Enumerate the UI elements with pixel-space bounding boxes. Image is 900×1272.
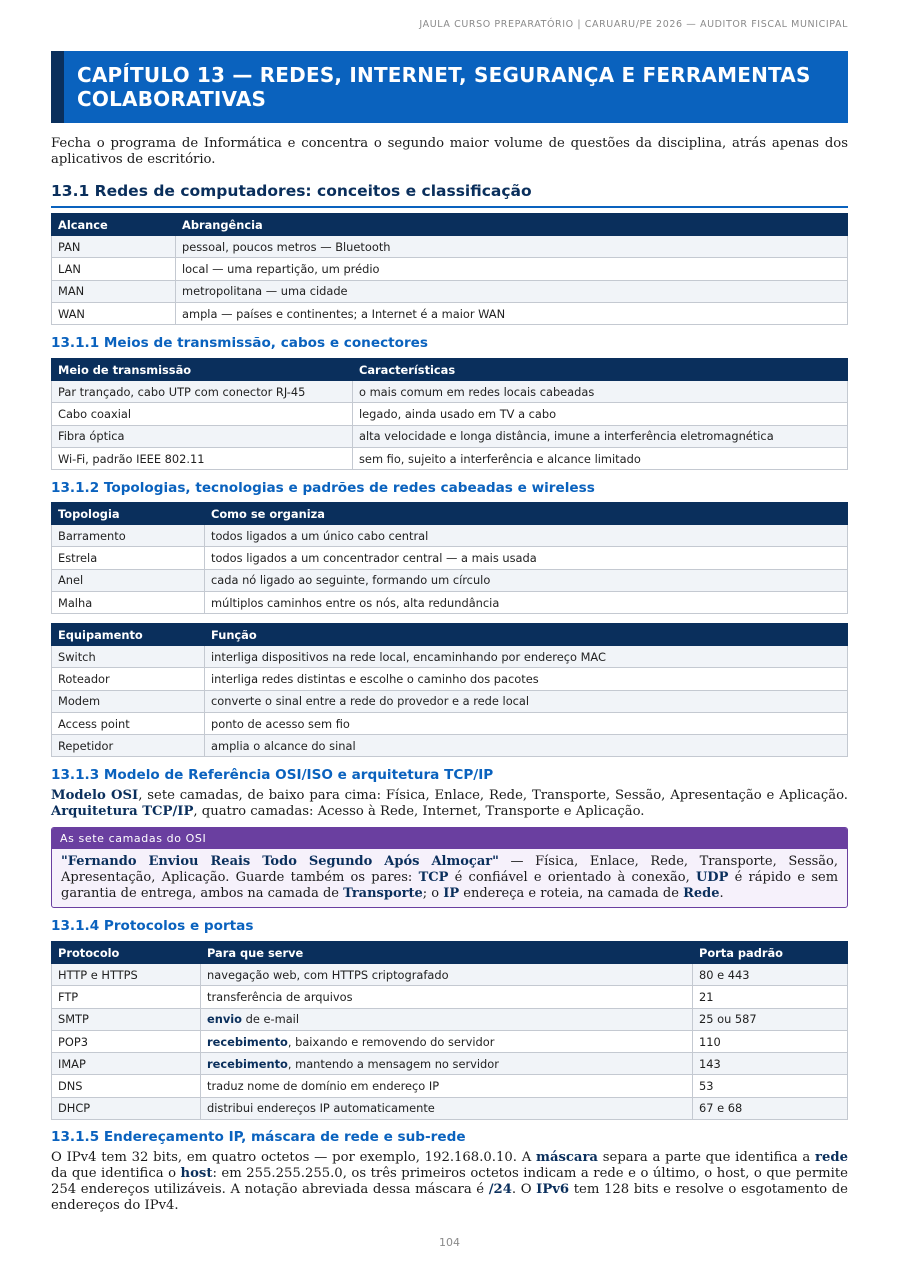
table-header-row — [52, 214, 848, 236]
port-cell: 80 e 443 — [693, 964, 848, 986]
udp-term: UDP — [695, 870, 729, 885]
description-emphasis: envio — [207, 1012, 242, 1027]
description-text: navegação web, com HTTPS criptografado — [207, 967, 449, 982]
paragraph-text: . O — [511, 1182, 537, 1197]
table-header-cell: Meio de transmissão — [52, 359, 353, 381]
table-header-cell: Como se organiza — [205, 503, 848, 525]
section-13-1-5-title: 13.1.5 Endereçamento IP, máscara de rede e sub-rede — [51, 1129, 466, 1145]
table-cell: cada nó ligado ao seguinte, formando um círculo — [205, 569, 848, 591]
table-cell: sem fio, sujeito a interferência e alcance limitado — [353, 447, 848, 469]
ip-addressing-paragraph — [51, 1150, 848, 1214]
description-text: distribui endereços IP automaticamente — [207, 1101, 435, 1116]
table-header-cell: Porta padrão — [693, 942, 848, 964]
section-13-1-2-title: 13.1.2 Topologias, tecnologias e padrões de redes cabeadas e wireless — [51, 480, 595, 496]
equipamento-table — [51, 623, 848, 757]
table-header-row — [52, 624, 848, 646]
table-row — [52, 690, 848, 712]
transporte-term: Transporte — [343, 886, 423, 901]
table-cell: PAN — [52, 236, 176, 258]
table-cell: interliga dispositivos na rede local, encaminhando por endereço MAC — [205, 646, 848, 668]
protocol-cell: DNS — [52, 1075, 201, 1097]
description-cell — [201, 986, 693, 1008]
table-cell: pessoal, poucos metros — Bluetooth — [176, 236, 848, 258]
description-cell — [201, 1008, 693, 1030]
table-cell: Cabo coaxial — [52, 403, 353, 425]
table-header-cell: Função — [205, 624, 848, 646]
table-cell: MAN — [52, 280, 176, 302]
callout-text: é confiável e orientado à conexão, — [448, 870, 696, 885]
table-cell: Switch — [52, 646, 205, 668]
table-cell: o mais comum em redes locais cabeadas — [353, 381, 848, 403]
port-cell: 53 — [693, 1075, 848, 1097]
table-row — [52, 302, 848, 324]
section-13-1-3-title: 13.1.3 Modelo de Referência OSI/ISO e arquitetura TCP/IP — [51, 767, 494, 783]
table-cell: ampla — países e continentes; a Internet é a maior WAN — [176, 302, 848, 324]
table-header-row — [52, 942, 848, 964]
table-row — [52, 280, 848, 302]
table-row — [52, 1053, 848, 1075]
table-header-cell: Características — [353, 359, 848, 381]
table-row — [52, 1030, 848, 1052]
table-row — [52, 569, 848, 591]
table-cell: Barramento — [52, 525, 205, 547]
table-row — [52, 646, 848, 668]
table-cell: Anel — [52, 569, 205, 591]
callout-text: — Física, Enlace, Rede, Transporte, Sessão, Apresentação, Aplicação. Guarde também os pares: — [61, 854, 838, 885]
table-row — [52, 735, 848, 757]
table-cell: todos ligados a um concentrador central — a mais usada — [205, 547, 848, 569]
section-13-1-1-title: 13.1.1 Meios de transmissão, cabos e conectores — [51, 335, 428, 351]
table-header-cell: Equipamento — [52, 624, 205, 646]
table-header-cell: Para que serve — [201, 942, 693, 964]
table-cell: alta velocidade e longa distância, imune a interferência eletromagnética — [353, 425, 848, 447]
table-header-row — [52, 503, 848, 525]
table-cell: Estrela — [52, 547, 205, 569]
port-cell: 21 — [693, 986, 848, 1008]
protocolos-table — [51, 941, 848, 1120]
section-13-1-title: 13.1 Redes de computadores: conceitos e classificação — [51, 182, 848, 208]
description-text: transferência de arquivos — [207, 989, 353, 1004]
mascara-term: máscara — [535, 1150, 598, 1165]
running-header: JAULA CURSO PREPARATÓRIO | CARUARU/PE 2026 — AUDITOR FISCAL MUNICIPAL — [419, 19, 848, 30]
table-row — [52, 403, 848, 425]
protocol-cell: SMTP — [52, 1008, 201, 1030]
chapter-title: CAPÍTULO 13 — REDES, INTERNET, SEGURANÇA E FERRAMENTAS COLABORATIVAS — [77, 63, 811, 111]
description-text: traduz nome de domínio em endereço IP — [207, 1079, 440, 1094]
tcpip-text: , quatro camadas: Acesso à Rede, Internet, Transporte e Aplicação. — [193, 804, 645, 819]
host-term: host — [180, 1166, 213, 1181]
ipv6-term: IPv6 — [536, 1182, 570, 1197]
callout-text: é rápido e sem garantia de entrega, ambos na camada de — [61, 870, 839, 901]
protocol-cell: DHCP — [52, 1097, 201, 1119]
table-cell: local — uma repartição, um prédio — [176, 258, 848, 280]
osi-text: , sete camadas, de baixo para cima: Física, Enlace, Rede, Transporte, Sessão, Apresentação e Aplicação. — [138, 788, 848, 803]
description-cell — [201, 1053, 693, 1075]
table-header-cell: Alcance — [52, 214, 176, 236]
description-cell — [201, 964, 693, 986]
rede-term: rede — [815, 1150, 848, 1165]
chapter-banner — [51, 51, 848, 123]
osi-tcpip-paragraph — [51, 788, 848, 820]
table-row — [52, 447, 848, 469]
paragraph-text: O IPv4 tem 32 bits, em quatro octetos — por exemplo, 192.168.0.10. A — [51, 1150, 536, 1165]
paragraph-text: : em 255.255.255.0, os três primeiros octetos indicam a rede e o último, o host, o que permite 254 endereços utilizáveis. A notação abreviada dessa máscara é — [51, 1166, 848, 1197]
protocol-cell: FTP — [52, 986, 201, 1008]
table-row — [52, 525, 848, 547]
table-cell: Repetidor — [52, 735, 205, 757]
paragraph-text: separa a parte que identifica a — [597, 1150, 816, 1165]
description-emphasis: recebimento — [207, 1034, 288, 1049]
table-cell: Malha — [52, 591, 205, 613]
ip-term: IP — [443, 886, 460, 901]
table-cell: Access point — [52, 712, 205, 734]
table-cell: WAN — [52, 302, 176, 324]
table-header-cell: Protocolo — [52, 942, 201, 964]
paragraph-text: da que identifica o — [51, 1166, 181, 1181]
table-row — [52, 712, 848, 734]
port-cell: 110 — [693, 1030, 848, 1052]
table-cell: ponto de acesso sem fio — [205, 712, 848, 734]
osi-term: Modelo OSI — [51, 788, 139, 803]
table-cell: todos ligados a um único cabo central — [205, 525, 848, 547]
osi-callout-box — [51, 827, 848, 908]
table-header-cell: Topologia — [52, 503, 205, 525]
table-row — [52, 1097, 848, 1119]
table-cell: Roteador — [52, 668, 205, 690]
callout-text: ; o — [422, 886, 444, 901]
document-page — [51, 0, 848, 1272]
port-cell: 67 e 68 — [693, 1097, 848, 1119]
table-cell: amplia o alcance do sinal — [205, 735, 848, 757]
protocol-cell: IMAP — [52, 1053, 201, 1075]
table-row — [52, 986, 848, 1008]
table-cell: metropolitana — uma cidade — [176, 280, 848, 302]
protocol-cell: POP3 — [52, 1030, 201, 1052]
tcpip-term: Arquitetura TCP/IP — [51, 804, 194, 819]
description-emphasis: recebimento — [207, 1056, 288, 1071]
table-row — [52, 964, 848, 986]
protocol-cell: HTTP e HTTPS — [52, 964, 201, 986]
table-row — [52, 381, 848, 403]
callout-text: endereça e roteia, na camada de — [459, 886, 684, 901]
tcp-term: TCP — [418, 870, 449, 885]
section-13-1-4-title: 13.1.4 Protocolos e portas — [51, 918, 254, 934]
description-text: de e-mail — [242, 1012, 300, 1027]
table-row — [52, 1075, 848, 1097]
table-row — [52, 591, 848, 613]
mnemonic: "Fernando Enviou Reais Todo Segundo Após Almoçar" — [61, 854, 499, 869]
description-cell — [201, 1030, 693, 1052]
table-cell: interliga redes distintas e escolhe o caminho dos pacotes — [205, 668, 848, 690]
table-row — [52, 425, 848, 447]
table-header-cell: Abrangência — [176, 214, 848, 236]
description-text: , baixando e removendo do servidor — [287, 1034, 495, 1049]
table-cell: LAN — [52, 258, 176, 280]
table-cell: converte o sinal entre a rede do provedor e a rede local — [205, 690, 848, 712]
table-cell: legado, ainda usado em TV a cabo — [353, 403, 848, 425]
table-cell: Wi-Fi, padrão IEEE 802.11 — [52, 447, 353, 469]
table-cell: múltiplos caminhos entre os nós, alta redundância — [205, 591, 848, 613]
page-number: 104 — [439, 1236, 460, 1249]
table-row — [52, 258, 848, 280]
callout-body — [52, 849, 847, 902]
port-cell: 25 ou 587 — [693, 1008, 848, 1030]
table-row — [52, 668, 848, 690]
table-cell: Modem — [52, 690, 205, 712]
alcance-table — [51, 213, 848, 325]
table-cell: Par trançado, cabo UTP com conector RJ-45 — [52, 381, 353, 403]
port-cell: 143 — [693, 1053, 848, 1075]
paragraph-text: tem 128 bits e resolve o esgotamento de endereços do IPv4. — [51, 1182, 848, 1213]
table-row — [52, 1008, 848, 1030]
description-cell — [201, 1075, 693, 1097]
rede-term: Rede — [683, 886, 720, 901]
table-cell: Fibra óptica — [52, 425, 353, 447]
table-header-row — [52, 359, 848, 381]
meios-transmissao-table — [51, 358, 848, 470]
callout-text: . — [719, 886, 724, 901]
description-text: , mantendo a mensagem no servidor — [287, 1056, 499, 1071]
topologia-table — [51, 502, 848, 614]
table-row — [52, 547, 848, 569]
table-row — [52, 236, 848, 258]
description-cell — [201, 1097, 693, 1119]
cidr-term: /24 — [488, 1182, 512, 1197]
callout-title: As sete camadas do OSI — [52, 828, 847, 849]
intro-paragraph: Fecha o programa de Informática e concentra o segundo maior volume de questões da disciplina, atrás apenas dos aplicativos de escritório. — [51, 136, 848, 167]
